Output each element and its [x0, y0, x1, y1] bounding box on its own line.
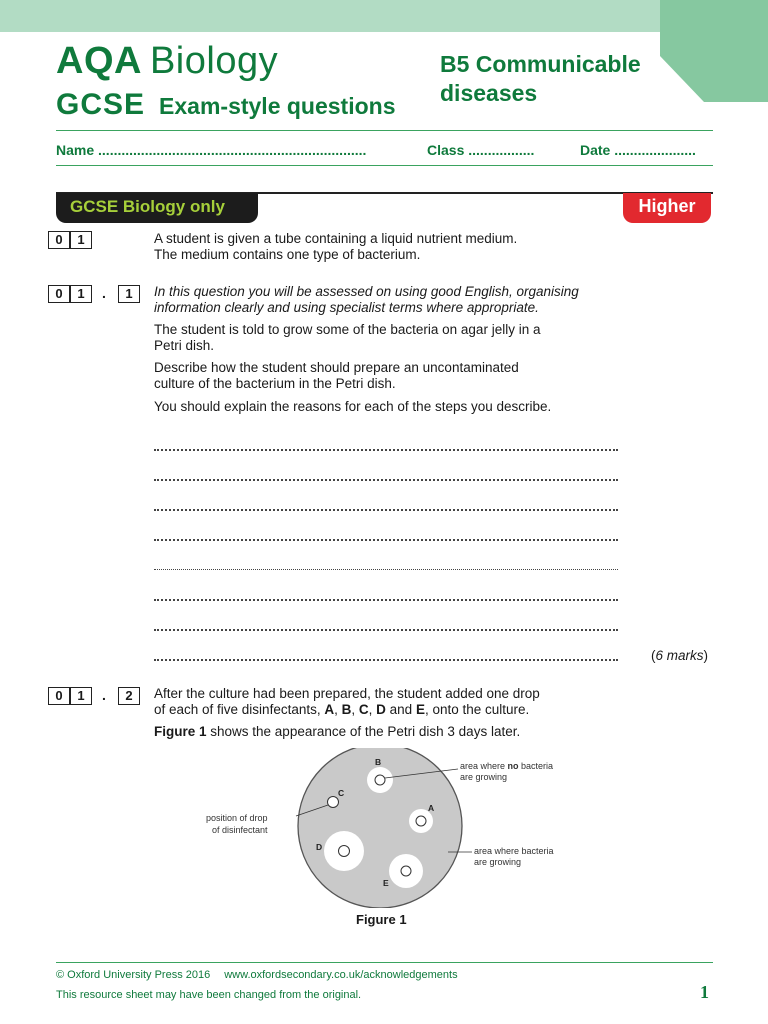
label-drop: position of drop: [206, 813, 268, 823]
question-number-digit: 0: [48, 285, 70, 303]
marks-paren: (: [651, 648, 656, 663]
answer-line[interactable]: [154, 449, 618, 451]
copyright-text: © Oxford University Press 2016: [56, 969, 211, 981]
text-run: ,: [368, 702, 377, 717]
answer-line[interactable]: [154, 539, 618, 541]
question-number-digit: 1: [118, 285, 140, 303]
disinfectant-e: E: [415, 702, 425, 717]
label-c: C: [338, 788, 345, 798]
brand-subtitle: [56, 88, 396, 122]
question-number-dot: .: [102, 687, 106, 703]
question-paragraph: [154, 360, 624, 392]
answer-line[interactable]: [154, 629, 618, 631]
intro-line: A student is given a tube containing a liquid nutrient medium.: [154, 231, 518, 246]
drop-d: [339, 846, 350, 857]
label-d: D: [316, 842, 323, 852]
header-rule: [56, 130, 713, 131]
question-number-digit: 0: [48, 687, 70, 705]
text-run: shows the appearance of the Petri dish 3 days later.: [206, 724, 521, 739]
label-b: B: [375, 757, 382, 767]
disinfectant-c: C: [358, 702, 369, 717]
label-a: A: [428, 803, 435, 813]
biology-only-label: GCSE Biology only: [70, 197, 225, 216]
higher-tab: [623, 193, 711, 223]
topic-title: [440, 50, 641, 108]
question-intro: [154, 231, 624, 263]
footer-credits: [56, 969, 458, 981]
footer-note: This resource sheet may have been changed from the original.: [56, 989, 362, 1001]
text-run: of each of five disinfectants,: [154, 702, 325, 717]
text-run: ,: [351, 702, 359, 717]
question-number-digit: 1: [70, 687, 92, 705]
question-number-dot: .: [102, 285, 106, 301]
petri-dish-figure: [200, 748, 580, 908]
biology-only-tab: [56, 193, 258, 223]
figure-caption: Figure 1: [356, 912, 407, 927]
page-number: 1: [700, 982, 709, 1002]
text-run: , onto the culture.: [424, 702, 530, 717]
paragraph-line: The student is told to grow some of the bacteria on agar jelly in a: [154, 322, 541, 337]
paragraph-line: Describe how the student should prepare an uncontaminated: [154, 360, 519, 375]
acknowledgements-link[interactable]: www.oxfordsecondary.co.uk/acknowledgements: [224, 969, 458, 981]
text-run: bacteria: [518, 761, 554, 771]
text-run: area where: [460, 761, 508, 771]
brand-level: GCSE: [56, 88, 146, 121]
intro-line: The medium contains one type of bacterium.: [154, 247, 421, 262]
label-e: E: [383, 878, 389, 888]
paragraph-line: Petri dish.: [154, 338, 215, 353]
disinfectant-b: B: [341, 702, 352, 717]
question-number-digit: 0: [48, 231, 70, 249]
drop-b: [375, 775, 385, 785]
marks-paren: ): [703, 648, 709, 663]
figure-ref-bold: Figure 1: [154, 724, 207, 739]
topic-line-2: diseases: [440, 80, 538, 106]
question-paragraph: [154, 322, 624, 354]
name-field[interactable]: Name .....................................................................: [56, 142, 367, 158]
marks-label: [651, 648, 708, 663]
answer-line[interactable]: [154, 599, 618, 601]
question-paragraph: [154, 686, 624, 718]
text-run: and: [385, 702, 416, 717]
brand-title: [56, 40, 278, 83]
figure-reference: [154, 724, 624, 740]
corner-decoration: [660, 0, 768, 102]
header-band: [0, 0, 768, 32]
drop-c: [328, 797, 339, 808]
disinfectant-d: D: [376, 702, 386, 717]
assessment-note: [154, 284, 624, 316]
brand-aqa: AQA: [56, 40, 142, 82]
namerow-rule: [56, 165, 713, 166]
text-run: no: [507, 761, 519, 771]
footer-rule: [56, 962, 713, 963]
text-run: ,: [334, 702, 342, 717]
note-line: information clearly and using specialist terms where appropriate.: [154, 300, 539, 315]
question-number-digit: 2: [118, 687, 140, 705]
marks-text: 6 marks: [655, 648, 704, 663]
answer-line[interactable]: [154, 479, 618, 481]
topic-line-1: B5 Communicable: [440, 51, 641, 77]
label-drop-line2: of disinfectant: [212, 825, 268, 835]
date-field[interactable]: Date .....................: [580, 142, 696, 158]
question-paragraph: You should explain the reasons for each of the steps you describe.: [154, 399, 552, 414]
drop-a: [416, 816, 426, 826]
paragraph-line: After the culture had been prepared, the student added one drop: [154, 686, 540, 701]
paragraph-line: culture of the bacterium in the Petri dish.: [154, 376, 396, 391]
label-no-growth: [460, 761, 553, 771]
label-no-growth-line2: are growing: [460, 772, 508, 782]
drop-e: [401, 866, 411, 876]
note-line: In this question you will be assessed on using good English, organising: [154, 284, 579, 299]
higher-label: Higher: [638, 196, 696, 216]
brand-subject: Biology: [149, 40, 279, 82]
label-growth-line2: are growing: [474, 857, 522, 867]
paragraph-line: [154, 702, 624, 718]
question-number-digit: 1: [70, 285, 92, 303]
brand-type: Exam-style questions: [159, 93, 396, 119]
answer-line[interactable]: [154, 659, 618, 661]
answer-line[interactable]: [154, 509, 618, 511]
disinfectant-a: A: [324, 702, 335, 717]
question-number-digit: 1: [70, 231, 92, 249]
class-field[interactable]: Class .................: [427, 142, 535, 158]
label-growth: area where bacteria: [474, 846, 554, 856]
answer-line[interactable]: [154, 569, 618, 570]
